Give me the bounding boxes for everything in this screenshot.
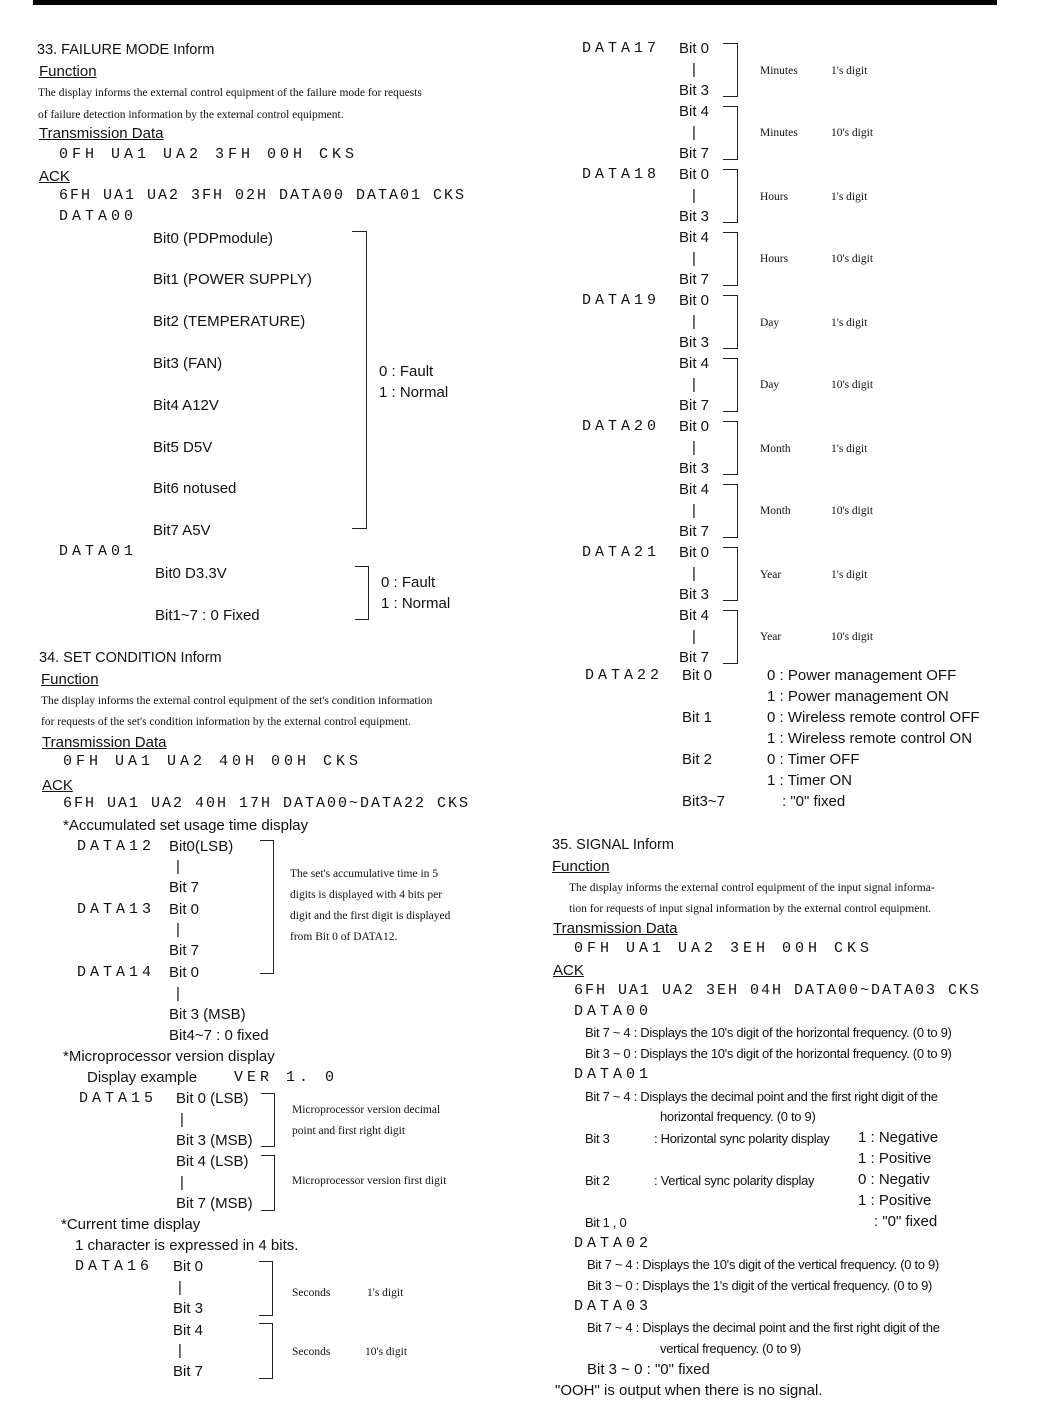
s34-data15-bit4: Bit 4 (LSB): [176, 1153, 249, 1170]
s34-accumulated-note: from Bit 0 of DATA12.: [290, 931, 398, 943]
time-unit-label: Minutes: [760, 127, 798, 139]
time-tens-digit: 10's digit: [831, 505, 874, 517]
time-bit3: Bit 3: [679, 586, 710, 603]
s33-description-2: of failure detection information by the external control equipment.: [38, 109, 344, 121]
time-bit7: Bit 7: [679, 523, 710, 540]
time-unit-label: Day: [760, 317, 780, 329]
top-rule: [33, 0, 997, 5]
s35-hsync-negative: 1 : Negative: [858, 1129, 939, 1146]
s34-description-1: The display informs the external control equipment of the set's condition information: [41, 695, 433, 707]
s33-data00-bracket: [352, 231, 367, 529]
time-unit-label: Minutes: [760, 65, 798, 77]
time-ones-digit: 1's digit: [831, 443, 868, 455]
s34-micro-note: point and first right digit: [292, 1125, 406, 1137]
s34-vbar: |: [176, 985, 180, 1002]
s34-data14-bit0: Bit 0: [169, 964, 200, 981]
s35-data01-bit3: Bit 3: [585, 1131, 610, 1146]
s35-no-signal-note: "OOH" is output when there is no signal.: [555, 1382, 823, 1399]
s35-transmission-line: 0FH UA1 UA2 3EH 00H CKS: [574, 940, 874, 957]
s34-ack-line: 6FH UA1 UA2 40H 17H DATA00~DATA22 CKS: [63, 795, 471, 812]
s34-data12-bit7: Bit 7: [169, 879, 200, 896]
s34-accumulated-note: digits is displayed with 4 bits per: [290, 889, 443, 901]
time-bit0: Bit 0: [679, 292, 710, 309]
time-bracket-low: [723, 547, 738, 601]
s34-micro-note: Microprocessor version decimal: [292, 1104, 441, 1116]
s34-data16-bit4: Bit 4: [173, 1322, 204, 1339]
s35-data03-bit7-4-cont: vertical frequency. (0 to 9): [660, 1341, 801, 1356]
s35-vsync-desc: : Vertical sync polarity display: [654, 1173, 815, 1188]
time-bit0: Bit 0: [679, 166, 710, 183]
time-bit4: Bit 4: [679, 481, 710, 498]
s34-data14-label: DATA14: [77, 964, 156, 981]
s33-fault-value: 0 : Fault: [379, 363, 434, 380]
time-unit-label: Month: [760, 505, 791, 517]
time-vbar: |: [692, 502, 696, 519]
s35-data01-bit7-4: Bit 7 ~ 4 : Displays the decimal point and the first right digit of the: [585, 1089, 938, 1104]
s35-data01-fixed: : "0" fixed: [874, 1213, 938, 1230]
s34-data16-bit3: Bit 3: [173, 1300, 204, 1317]
time-bracket-high: [723, 232, 738, 286]
time-bit0: Bit 0: [679, 40, 710, 57]
s35-function-heading: Function: [552, 858, 610, 875]
s33-data01-bit0: Bit0 D3.3V: [155, 565, 227, 582]
time-unit-label: Day: [760, 379, 780, 391]
time-bracket-high: [723, 484, 738, 538]
s35-data02-bit3-0: Bit 3 ~ 0 : Displays the 1's digit of the vertical frequency. (0 to 9): [587, 1278, 933, 1293]
time-vbar: |: [692, 313, 696, 330]
s34-ack-heading: ACK: [42, 777, 73, 794]
s33-bit-row: Bit4 A12V: [153, 397, 219, 414]
s33-data01-fault: 0 : Fault: [381, 574, 436, 591]
s34-data15-bracket-low: [261, 1093, 275, 1147]
time-bit7: Bit 7: [679, 397, 710, 414]
s35-data02-bit7-4: Bit 7 ~ 4 : Displays the 10's digit of the vertical frequency. (0 to 9): [587, 1257, 939, 1272]
s34-timer-on: 1 : Timer ON: [767, 772, 853, 789]
s33-ack-heading: ACK: [39, 168, 70, 185]
time-bracket-high: [723, 106, 738, 160]
s34-description-2: for requests of the set's condition information by the external control equipment.: [41, 716, 411, 728]
time-unit-label: Month: [760, 443, 791, 455]
s33-ack-line: 6FH UA1 UA2 3FH 02H DATA00 DATA01 CKS: [59, 187, 467, 204]
s34-data22-bit2: Bit 2: [682, 751, 713, 768]
time-vbar: |: [692, 250, 696, 267]
s34-data22-bit0: Bit 0: [682, 667, 713, 684]
time-vbar: |: [692, 187, 696, 204]
s33-transmission-heading: Transmission Data: [39, 125, 164, 142]
s35-description-1: The display informs the external control equipment of the input signal informa-: [569, 882, 935, 894]
time-data-label: DATA19: [582, 292, 661, 309]
s34-data22-bit3-7: Bit3~7: [682, 793, 725, 810]
s33-bit-row: Bit3 (FAN): [153, 355, 223, 372]
s35-vsync-negativ: 0 : Negativ: [858, 1171, 930, 1188]
s34-data12-bit0: Bit0(LSB): [169, 838, 234, 855]
time-bit0: Bit 0: [679, 418, 710, 435]
s33-bit-row: Bit2 (TEMPERATURE): [153, 313, 306, 330]
s35-data01-bit7-4-cont: horizontal frequency. (0 to 9): [660, 1109, 816, 1124]
s34-function-heading: Function: [41, 671, 99, 688]
time-data-label: DATA17: [582, 40, 661, 57]
time-vbar: |: [692, 124, 696, 141]
s34-data16-bit7: Bit 7: [173, 1363, 204, 1380]
s34-data13-bit7: Bit 7: [169, 942, 200, 959]
time-bracket-high: [723, 610, 738, 664]
s35-data01-bit1-0: Bit 1 , 0: [585, 1215, 627, 1230]
section-33-title: 33. FAILURE MODE Inform: [37, 42, 215, 58]
time-unit-label: Hours: [760, 191, 789, 203]
s34-power-mgmt-on: 1 : Power management ON: [767, 688, 949, 705]
s35-data00-label: DATA00: [574, 1003, 653, 1020]
time-bit3: Bit 3: [679, 208, 710, 225]
s34-ones-digit: 1's digit: [367, 1287, 404, 1299]
section-34-title: 34. SET CONDITION Inform: [39, 650, 222, 666]
time-bit3: Bit 3: [679, 334, 710, 351]
s35-hsync-positive: 1 : Positive: [858, 1150, 932, 1167]
time-bracket-low: [723, 421, 738, 475]
time-vbar: |: [692, 439, 696, 456]
s34-data22-bit1: Bit 1: [682, 709, 713, 726]
s35-ack-line: 6FH UA1 UA2 3EH 04H DATA00~DATA03 CKS: [574, 982, 982, 999]
s33-bit-row: Bit7 A5V: [153, 522, 211, 539]
s34-transmission-heading: Transmission Data: [42, 734, 167, 751]
s34-data14-bit4-7: Bit4~7 : 0 fixed: [169, 1027, 269, 1044]
s35-data02-label: DATA02: [574, 1235, 653, 1252]
s34-vbar: |: [180, 1111, 184, 1128]
s34-data16-bracket-high: [259, 1323, 273, 1379]
s35-data03-bit7-4: Bit 7 ~ 4 : Displays the decimal point and the first right digit of the: [587, 1320, 940, 1335]
time-bit4: Bit 4: [679, 103, 710, 120]
time-bit3: Bit 3: [679, 460, 710, 477]
time-bit7: Bit 7: [679, 649, 710, 666]
s34-data12-label: DATA12: [77, 838, 156, 855]
time-unit-label: Hours: [760, 253, 789, 265]
s35-hsync-desc: : Horizontal sync polarity display: [654, 1131, 830, 1146]
s35-ack-heading: ACK: [553, 962, 584, 979]
s34-seconds-label: Seconds: [292, 1346, 331, 1358]
s34-display-example: Display example: [87, 1069, 198, 1086]
s34-vbar: |: [176, 921, 180, 938]
time-bit3: Bit 3: [679, 82, 710, 99]
s35-vsync-positive: 1 : Positive: [858, 1192, 932, 1209]
time-vbar: |: [692, 565, 696, 582]
s34-data13-bit0: Bit 0: [169, 901, 200, 918]
s35-data03-bit3-0: Bit 3 ~ 0 : "0" fixed: [587, 1361, 710, 1378]
s34-accumulated-note: The set's accumulative time in 5: [290, 868, 439, 880]
s34-data16-bracket-low: [259, 1261, 273, 1316]
time-tens-digit: 10's digit: [831, 253, 874, 265]
s35-data01-label: DATA01: [574, 1066, 653, 1083]
s33-bit-row: Bit5 D5V: [153, 439, 213, 456]
time-ones-digit: 1's digit: [831, 317, 868, 329]
s35-data00-bit7-4: Bit 7 ~ 4 : Displays the 10's digit of the horizontal frequency. (0 to 9): [585, 1025, 952, 1040]
s34-vbar: |: [178, 1342, 182, 1359]
time-data-label: DATA20: [582, 418, 661, 435]
s34-micro-note: Microprocessor version first digit: [292, 1175, 447, 1187]
s34-data22-label: DATA22: [585, 667, 664, 684]
time-bit4: Bit 4: [679, 229, 710, 246]
s34-transmission-line: 0FH UA1 UA2 40H 00H CKS: [63, 753, 363, 770]
time-bracket-high: [723, 358, 738, 412]
s34-data15-bit7: Bit 7 (MSB): [176, 1195, 253, 1212]
s34-power-mgmt-off: 0 : Power management OFF: [767, 667, 957, 684]
time-tens-digit: 10's digit: [831, 379, 874, 391]
time-bit4: Bit 4: [679, 607, 710, 624]
time-bracket-low: [723, 43, 738, 97]
s34-seconds-label: Seconds: [292, 1287, 331, 1299]
section-35-title: 35. SIGNAL Inform: [552, 837, 674, 853]
s34-wireless-off: 0 : Wireless remote control OFF: [767, 709, 980, 726]
s34-data14-bit3: Bit 3 (MSB): [169, 1006, 246, 1023]
s35-transmission-heading: Transmission Data: [553, 920, 678, 937]
s34-data16-label: DATA16: [75, 1258, 154, 1275]
s33-function-heading: Function: [39, 63, 97, 80]
time-data-label: DATA21: [582, 544, 661, 561]
s34-accumulated-title: *Accumulated set usage time display: [63, 817, 309, 834]
time-bit0: Bit 0: [679, 544, 710, 561]
s33-transmission-line: 0FH UA1 UA2 3FH 00H CKS: [59, 146, 359, 163]
s34-data15-bit0: Bit 0 (LSB): [176, 1090, 249, 1107]
s34-data16-bit0: Bit 0: [173, 1258, 204, 1275]
time-vbar: |: [692, 376, 696, 393]
time-vbar: |: [692, 628, 696, 645]
s34-version-example: VER 1. 0: [234, 1069, 339, 1086]
s34-data15-label: DATA15: [79, 1090, 158, 1107]
time-unit-label: Year: [760, 569, 782, 581]
time-ones-digit: 1's digit: [831, 191, 868, 203]
s34-timer-off: 0 : Timer OFF: [767, 751, 860, 768]
time-data-label: DATA18: [582, 166, 661, 183]
s34-tens-digit: 10's digit: [365, 1346, 408, 1358]
s35-data00-bit3-0: Bit 3 ~ 0 : Displays the 10's digit of the horizontal frequency. (0 to 9): [585, 1046, 952, 1061]
s33-data01-bit1-7: Bit1~7 : 0 Fixed: [155, 607, 260, 624]
s34-current-time-title: *Current time display: [61, 1216, 201, 1233]
time-tens-digit: 10's digit: [831, 631, 874, 643]
s34-data13-label: DATA13: [77, 901, 156, 918]
time-bracket-low: [723, 295, 738, 349]
s35-description-2: tion for requests of input signal information by the external control equipment.: [569, 903, 932, 915]
s34-data15-bit3: Bit 3 (MSB): [176, 1132, 253, 1149]
s34-data15-bracket-high: [261, 1155, 275, 1211]
s34-data22-fixed: : "0" fixed: [782, 793, 846, 810]
s34-vbar: |: [180, 1174, 184, 1191]
s33-data01-bracket: [355, 566, 369, 620]
s34-accumulated-note: digit and the first digit is displayed: [290, 910, 451, 922]
s33-data00-label: DATA00: [59, 208, 138, 225]
time-ones-digit: 1's digit: [831, 65, 868, 77]
s34-vbar: |: [176, 858, 180, 875]
s34-micro-title: *Microprocessor version display: [63, 1048, 275, 1065]
s33-description-1: The display informs the external control equipment of the failure mode for requests: [38, 87, 422, 99]
s34-wireless-on: 1 : Wireless remote control ON: [767, 730, 973, 747]
time-bit4: Bit 4: [679, 355, 710, 372]
s33-bit-row: Bit0 (PDPmodule): [153, 230, 274, 247]
s33-bit-row: Bit1 (POWER SUPPLY): [153, 271, 312, 288]
s34-current-time-sub: 1 character is expressed in 4 bits.: [75, 1237, 299, 1254]
time-tens-digit: 10's digit: [831, 127, 874, 139]
s35-data01-bit2: Bit 2: [585, 1173, 610, 1188]
s33-data01-normal: 1 : Normal: [381, 595, 451, 612]
time-unit-label: Year: [760, 631, 782, 643]
s33-normal-value: 1 : Normal: [379, 384, 449, 401]
s35-data03-label: DATA03: [574, 1298, 653, 1315]
time-bracket-low: [723, 169, 738, 223]
time-ones-digit: 1's digit: [831, 569, 868, 581]
s33-bit-row: Bit6 notused: [153, 480, 237, 497]
time-bit7: Bit 7: [679, 271, 710, 288]
s33-data01-label: DATA01: [59, 543, 138, 560]
time-bit7: Bit 7: [679, 145, 710, 162]
time-vbar: |: [692, 61, 696, 78]
s34-vbar: |: [178, 1279, 182, 1296]
s34-accumulated-bracket: [260, 840, 274, 974]
